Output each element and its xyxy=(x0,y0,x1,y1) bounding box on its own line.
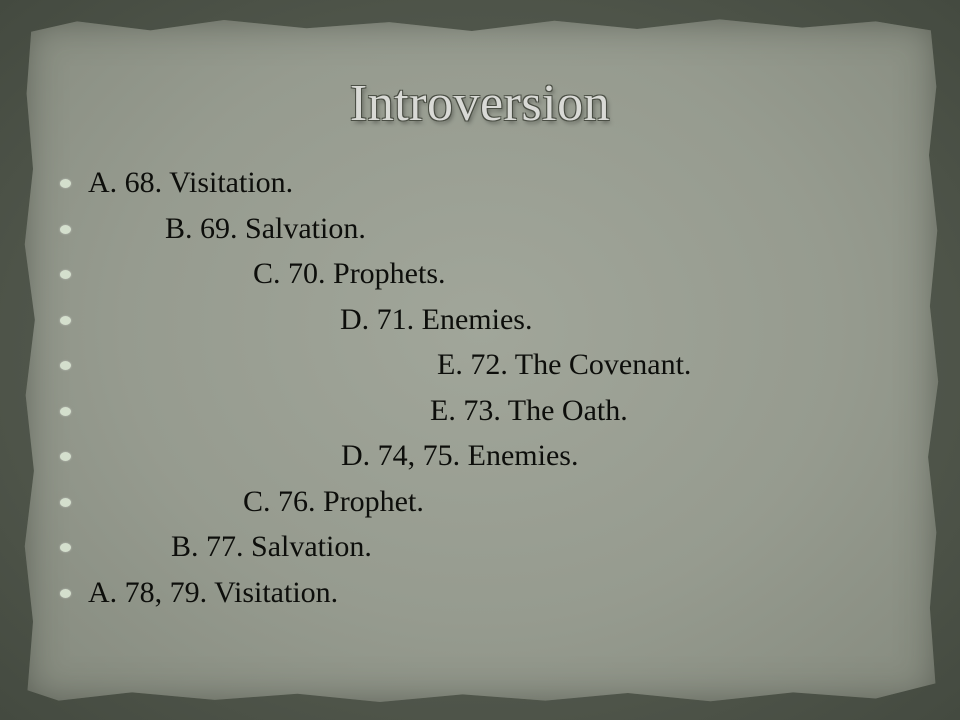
list-item-text: A. 78, 79. Visitation. xyxy=(88,575,339,609)
list-item-text: B. 69. Salvation. xyxy=(165,211,366,245)
list-item-text: E. 73. The Oath. xyxy=(430,393,628,427)
bullet-icon xyxy=(60,543,71,552)
list-item xyxy=(60,438,920,484)
bullet-list xyxy=(60,165,920,620)
bullet-icon xyxy=(60,452,71,461)
list-item-text: E. 72. The Covenant. xyxy=(437,348,692,381)
list-item-text: C. 76. Prophet. xyxy=(243,484,424,518)
list-item-text: C. 70. Prophets. xyxy=(253,257,446,290)
list-item-text: A. 68. Visitation. xyxy=(88,166,294,199)
slide-title: Introversion xyxy=(349,75,611,132)
list-item xyxy=(60,347,920,393)
list-item xyxy=(60,484,920,530)
bullet-icon xyxy=(60,316,71,325)
list-item xyxy=(60,529,920,575)
bullet-icon xyxy=(60,179,71,188)
list-item xyxy=(60,302,920,348)
list-item-text: B. 77. Salvation. xyxy=(171,530,372,563)
list-item xyxy=(60,575,920,621)
list-item xyxy=(60,165,920,211)
list-item xyxy=(60,211,920,257)
bullet-icon xyxy=(60,407,71,416)
bullet-icon xyxy=(60,270,71,279)
list-item-text: D. 74, 75. Enemies. xyxy=(341,439,579,472)
bullet-icon xyxy=(60,589,71,598)
bullet-icon xyxy=(60,225,71,234)
bullet-icon xyxy=(60,498,71,507)
list-item-text: D. 71. Enemies. xyxy=(340,302,533,336)
list-item xyxy=(60,393,920,439)
bullet-icon xyxy=(60,361,71,370)
list-item xyxy=(60,256,920,302)
